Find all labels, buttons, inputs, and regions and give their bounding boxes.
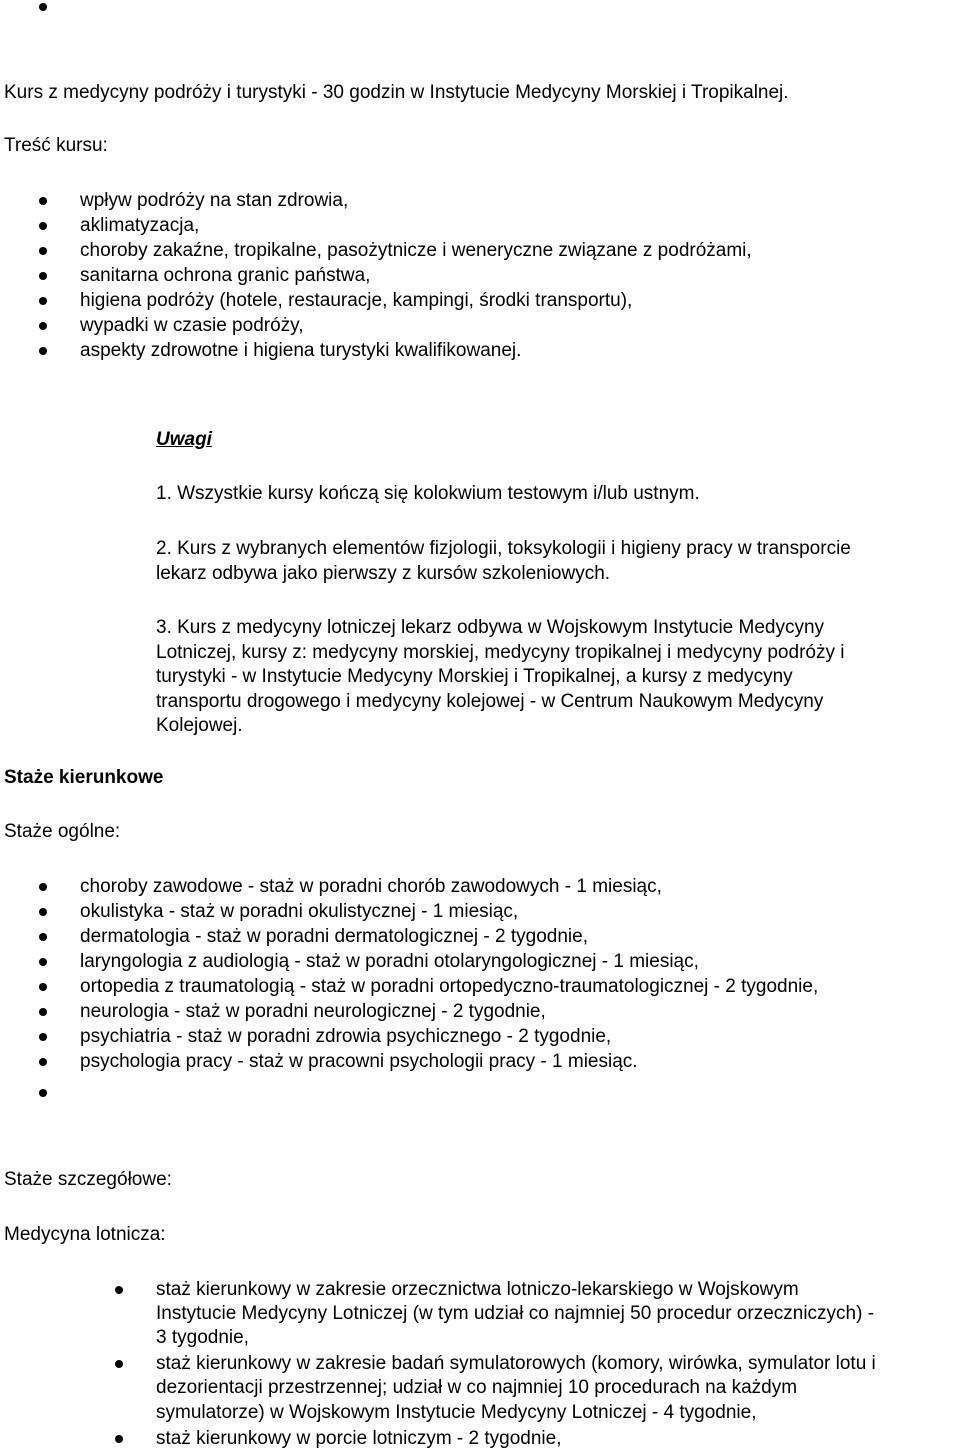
list-item-line: dezorientacji przestrzennej; udział w co najmniej 10 procedurach na każdym	[156, 1377, 798, 1398]
bullet-marker	[39, 933, 47, 941]
note-3-line: Kolejowej.	[156, 715, 243, 736]
bullet-marker	[39, 197, 47, 205]
list-item: psychiatria - staż w poradni zdrowia psychicznego - 2 tygodnie,	[80, 1026, 612, 1047]
bullet-marker	[39, 247, 47, 255]
general-heading: Staże ogólne:	[4, 821, 121, 842]
bullet-marker	[39, 322, 47, 330]
list-item: wpływ podróży na stan zdrowia,	[80, 190, 349, 211]
bullet-marker	[39, 272, 47, 280]
note-2-line: lekarz odbywa jako pierwszy z kursów szkoleniowych.	[156, 563, 611, 584]
list-item-line: symulatorze) w Wojskowym Instytucie Medycyny Lotniczej - 4 tygodnie,	[156, 1402, 757, 1423]
list-item: aspekty zdrowotne i higiena turystyki kwalifikowanej.	[80, 340, 522, 361]
bullet-marker	[115, 1360, 123, 1368]
list-item-line: 3 tygodnie,	[156, 1327, 249, 1348]
bullet-marker	[39, 222, 47, 230]
list-item: choroby zakaźne, tropikalne, pasożytnicze i weneryczne związane z podróżami,	[80, 240, 752, 261]
note-3-line: transportu drogowego i medycyny kolejowej - w Centrum Naukowym Medycyny	[156, 691, 824, 712]
list-item: neurologia - staż w poradni neurologicznej - 2 tygodnie,	[80, 1001, 546, 1022]
aviation-heading: Medycyna lotnicza:	[4, 1224, 166, 1245]
list-item: wypadki w czasie podróży,	[80, 315, 304, 336]
list-item: dermatologia - staż w poradni dermatologicznej - 2 tygodnie,	[80, 926, 588, 947]
bullet-marker	[115, 1435, 123, 1443]
list-item: aklimatyzacja,	[80, 215, 200, 236]
bullet-marker	[39, 1033, 47, 1041]
list-item: sanitarna ochrona granic państwa,	[80, 265, 371, 286]
list-item: laryngologia z audiologią - staż w poradni otolaryngologicznej - 1 miesiąc,	[80, 951, 699, 972]
intro-text: Kurs z medycyny podróży i turystyki - 30 godzin w Instytucie Medycyny Morskiej i Tropikalnej.	[4, 82, 789, 103]
bullet-marker	[39, 347, 47, 355]
note-3-line: Lotniczej, kursy z: medycyny morskiej, medycyny tropikalnej i medycyny podróży i	[156, 642, 845, 663]
list-item: ortopedia z traumatologią - staż w poradni ortopedyczno-traumatologicznej - 2 tygodnie,	[80, 976, 819, 997]
list-item-line: staż kierunkowy w zakresie badań symulatorowych (komory, wirówka, symulator lotu i	[156, 1353, 876, 1374]
bullet-marker	[39, 908, 47, 916]
list-item: okulistyka - staż w poradni okulistycznej - 1 miesiąc,	[80, 901, 519, 922]
list-item: choroby zawodowe - staż w poradni chorób zawodowych - 1 miesiąc,	[80, 876, 662, 897]
note-3-line: turystyki - w Instytucie Medycyny Morskiej i Tropikalnej, a kursy z medycyny	[156, 666, 793, 687]
detailed-heading: Staże szczegółowe:	[4, 1169, 172, 1190]
bullet-marker	[39, 1008, 47, 1016]
content-heading: Treść kursu:	[4, 135, 108, 156]
bullet-marker	[39, 1089, 47, 1097]
note-3-line: 3. Kurs z medycyny lotniczej lekarz odbywa w Wojskowym Instytucie Medycyny	[156, 617, 825, 638]
list-item-line: Instytucie Medycyny Lotniczej (w tym udział co najmniej 50 procedur orzeczniczych) -	[156, 1303, 875, 1324]
bullet-marker	[39, 3, 47, 11]
bullet-marker	[39, 883, 47, 891]
list-item-line: staż kierunkowy w zakresie orzecznictwa lotniczo-lekarskiego w Wojskowym	[156, 1279, 799, 1300]
list-item: higiena podróży (hotele, restauracje, kampingi, środki transportu),	[80, 290, 633, 311]
list-item-line: staż kierunkowy w porcie lotniczym - 2 tygodnie,	[156, 1428, 562, 1449]
bullet-marker	[39, 1058, 47, 1066]
bullet-marker	[39, 958, 47, 966]
note-1: 1. Wszystkie kursy kończą się kolokwium testowym i/lub ustnym.	[156, 483, 700, 504]
bullet-marker	[115, 1286, 123, 1294]
list-item: psychologia pracy - staż w pracowni psychologii pracy - 1 miesiąc.	[80, 1051, 638, 1072]
note-2-line: 2. Kurs z wybranych elementów fizjologii, toksykologii i higieny pracy w transporcie	[156, 538, 851, 559]
section-title: Staże kierunkowe	[4, 767, 164, 788]
bullet-marker	[39, 297, 47, 305]
bullet-marker	[39, 983, 47, 991]
notes-heading: Uwagi	[156, 429, 212, 450]
